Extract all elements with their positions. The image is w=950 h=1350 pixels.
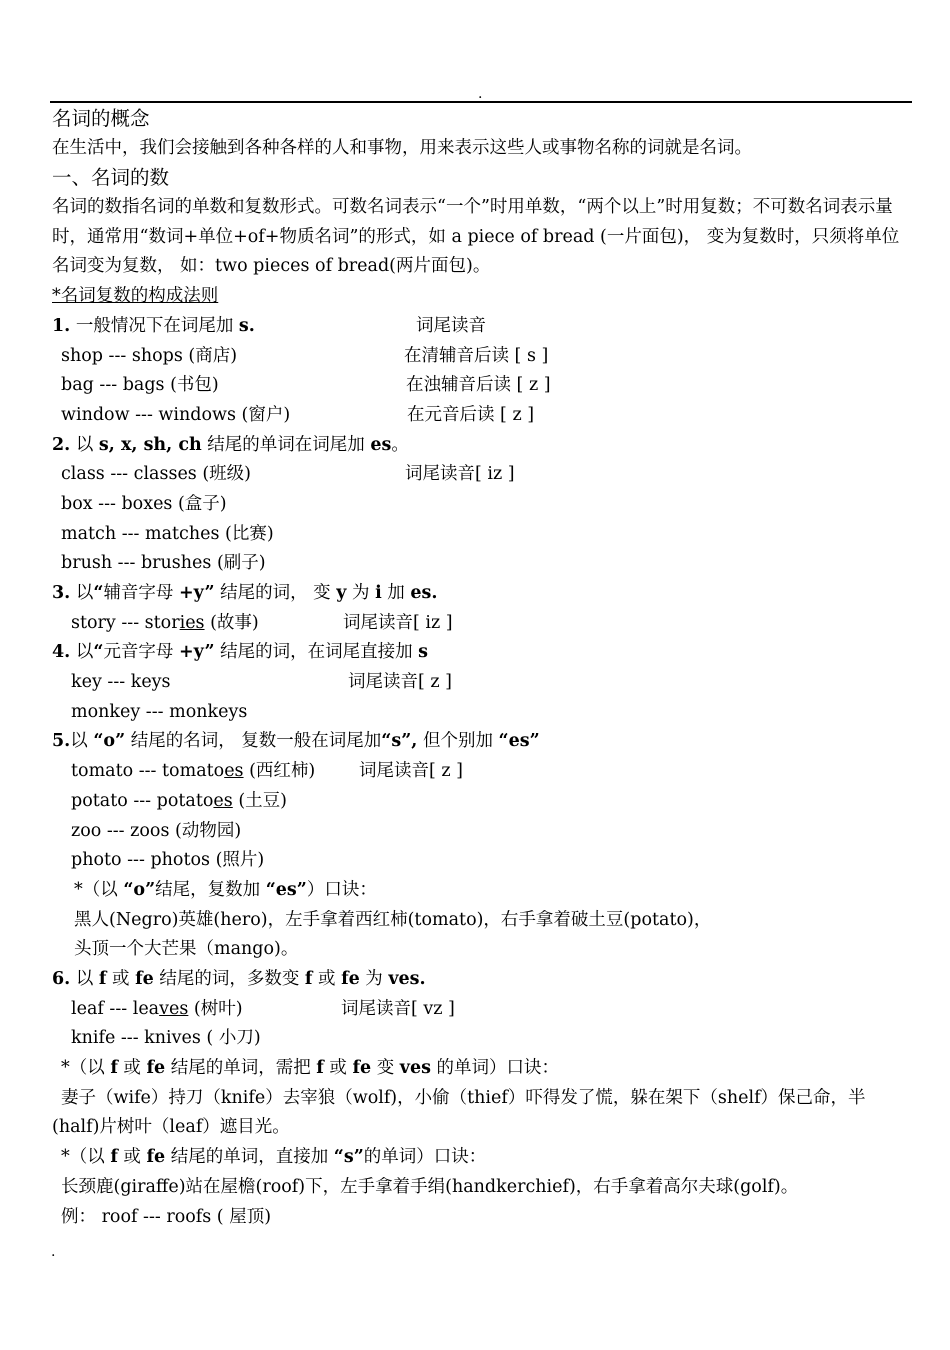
example-row xyxy=(52,342,912,372)
rhyme-text: 或 xyxy=(323,1058,353,1079)
rule-text: f xyxy=(304,968,313,989)
rule-text: “ xyxy=(93,642,104,663)
rule-text: 以 xyxy=(70,583,94,604)
example-suffix: es xyxy=(224,761,244,782)
footer-dot: . xyxy=(51,1244,56,1260)
rule-text: s, x, sh, ch xyxy=(98,434,202,455)
rhyme-text: 或 xyxy=(117,1058,147,1079)
rule-text: s xyxy=(418,642,429,663)
example-row xyxy=(52,609,912,639)
rule-text: fe xyxy=(341,968,360,989)
rule-text: 结尾的词， 变 xyxy=(214,583,337,604)
rule-text: 结尾的名词， 复数一般在词尾加 xyxy=(125,731,382,752)
rhyme-text: f xyxy=(110,1058,118,1079)
rhyme-text: 变 xyxy=(371,1058,400,1079)
example-text: (树叶) xyxy=(188,998,243,1019)
example-row xyxy=(52,490,912,520)
example-text: photo --- photos (照片) xyxy=(71,850,265,871)
rhyme-text: 或 xyxy=(117,1147,147,1168)
rule-text: s. xyxy=(238,315,255,336)
rhyme-text: 的单词）口诀： xyxy=(430,1058,559,1079)
rule-text: 或 xyxy=(312,968,342,989)
example-row xyxy=(52,520,912,550)
rule-number: 2. xyxy=(52,434,71,455)
example-text: match --- matches (比赛) xyxy=(61,523,274,544)
rule-text: ves. xyxy=(388,968,426,989)
rule-text: 为 xyxy=(359,968,389,989)
example-row xyxy=(52,817,912,847)
rhyme-line: 头顶一个大芒果（mango)。 xyxy=(74,939,299,960)
rule-number: 4. xyxy=(52,642,71,663)
rule-text: “es” xyxy=(498,731,540,752)
example-row xyxy=(52,995,912,1025)
rhyme-heading xyxy=(52,1143,912,1173)
rule-6-heading xyxy=(52,965,912,995)
pronunciation-note: 在元音后读 [ z ] xyxy=(407,404,535,425)
pronunciation-note: 在清辅音后读 [ s ] xyxy=(404,345,549,366)
example-text: bag --- bags (书包) xyxy=(61,375,219,396)
rhyme-heading xyxy=(52,1054,912,1084)
pronunciation-note: 在浊辅音后读 [ z ] xyxy=(406,375,551,396)
rule-text: i xyxy=(375,583,382,604)
rhyme-text: ves xyxy=(399,1058,431,1079)
example-text: story --- stor xyxy=(71,612,180,633)
example-suffix: es xyxy=(213,790,233,811)
pronunciation-note: 词尾读音[ iz ] xyxy=(343,612,453,633)
example-text: leaf --- lea xyxy=(71,998,160,1019)
rhyme-text: fe xyxy=(146,1058,166,1079)
example-text: box --- boxes (盒子) xyxy=(61,493,227,514)
rule-text: es xyxy=(370,434,392,455)
rule-number: 6. xyxy=(52,968,71,989)
rule-text: 。 xyxy=(391,434,409,455)
rule-text: 或 xyxy=(106,968,136,989)
example-text: key --- keys xyxy=(71,672,171,693)
rhyme-text: 结尾的单词，需把 xyxy=(165,1058,317,1079)
rule-text: f xyxy=(98,968,107,989)
rhyme-text: 结尾的单词，直接加 xyxy=(165,1147,334,1168)
page-title: 名词的概念 xyxy=(52,107,150,130)
rules-heading: *名词复数的构成法则 xyxy=(52,286,219,307)
example-row xyxy=(52,549,912,579)
rule-text: 一般情况下在词尾加 xyxy=(70,315,239,336)
rhyme-text: *（以 xyxy=(74,879,124,900)
example-row xyxy=(52,371,912,401)
pronunciation-header: 词尾读音 xyxy=(416,315,486,336)
intro-paragraph: 在生活中，我们会接触到各种各样的人和事物，用来表示这些人或事物名称的词就是名词。 xyxy=(52,137,752,158)
example-text: shop --- shops (商店) xyxy=(61,345,238,366)
example-text: brush --- brushes (刷子) xyxy=(61,553,266,574)
rule-3-heading xyxy=(52,579,912,609)
document-body xyxy=(52,104,912,1232)
header-dot: . xyxy=(478,86,483,102)
rule-text: 但个别加 xyxy=(417,731,499,752)
rhyme-text: “o” xyxy=(123,879,156,900)
example-text: (故事) xyxy=(204,612,259,633)
rule-text: 元音字母 xyxy=(103,642,179,663)
rhyme-text: ）口诀： xyxy=(306,879,377,900)
example-text: (西红柿) xyxy=(243,761,316,782)
rule-number: 5. xyxy=(52,731,71,752)
pronunciation-note: 词尾读音[ iz ] xyxy=(405,464,515,485)
header-rule xyxy=(50,101,912,103)
rule-text: 辅音字母 xyxy=(103,583,179,604)
rule-5-heading xyxy=(52,727,912,757)
rule-number: 3. xyxy=(52,583,71,604)
rule-text: +y” xyxy=(179,583,215,604)
example-text: (土豆) xyxy=(232,790,287,811)
pronunciation-note: 词尾读音[ z ] xyxy=(359,761,463,782)
example-row xyxy=(52,1024,912,1054)
rule-text: 结尾的词，在词尾直接加 xyxy=(214,642,419,663)
rule-text: “o” xyxy=(93,731,126,752)
rule-text: 加 xyxy=(381,583,411,604)
example-row xyxy=(52,787,912,817)
rule-text: 结尾的词，多数变 xyxy=(153,968,305,989)
rhyme-text: fe xyxy=(146,1147,166,1168)
example-suffix: ies xyxy=(179,612,205,633)
rhyme-text: “es” xyxy=(265,879,307,900)
example-row: 例： roof --- roofs ( 屋顶) xyxy=(61,1206,272,1227)
rule-text: “ xyxy=(93,583,104,604)
rhyme-text: *（以 xyxy=(61,1147,111,1168)
rhyme-text: f xyxy=(316,1058,324,1079)
rule-text: 以 xyxy=(70,731,94,752)
rule-text: 结尾的单词在词尾加 xyxy=(201,434,371,455)
rule-text: +y” xyxy=(179,642,215,663)
example-row xyxy=(52,846,912,876)
pronunciation-note: 词尾读音[ z ] xyxy=(348,672,452,693)
example-row xyxy=(52,460,912,490)
rhyme-text: *（以 xyxy=(61,1058,111,1079)
rhyme-text: f xyxy=(110,1147,118,1168)
example-text: tomato --- tomato xyxy=(71,761,225,782)
example-suffix: ves xyxy=(159,998,189,1019)
rhyme-text: fe xyxy=(352,1058,372,1079)
rule-text: es. xyxy=(410,583,438,604)
example-text: zoo --- zoos (动物园) xyxy=(71,820,242,841)
example-row xyxy=(52,668,912,698)
rhyme-text: 的单词）口诀： xyxy=(363,1147,487,1168)
rule-text: 以 xyxy=(70,642,94,663)
rule-4-heading xyxy=(52,638,912,668)
example-row xyxy=(52,698,912,728)
rhyme-text: “s” xyxy=(333,1147,364,1168)
section-paragraph: 名词的数指名词的单数和复数形式。可数名词表示“一个”时用单数，“两个以上”时用复数；不可数名词表示量时，通常用“数词+单位+of+物质名词”的形式，如 a piece of bread (一片面包)， 变为复数时，只须将单位名词变为复数， 如：two pieces of bread(两片面包)。 xyxy=(52,197,900,277)
rule-text: 以 xyxy=(70,968,99,989)
rhyme-text: 结尾，复数加 xyxy=(155,879,266,900)
rhyme-heading xyxy=(52,876,912,906)
rule-text: y xyxy=(336,583,347,604)
pronunciation-note: 词尾读音[ vz ] xyxy=(341,998,455,1019)
rule-text: 以 xyxy=(70,434,99,455)
rhyme-paragraph: 妻子（wife）持刀（knife）去宰狼（wolf)，小偷（thief）吓得发了慌，躲在架下（shelf）保己命，半(half)片树叶（leaf）遮目光。 xyxy=(52,1087,866,1138)
example-text: class --- classes (班级) xyxy=(61,464,252,485)
example-text: potato --- potato xyxy=(71,790,214,811)
rule-text: 为 xyxy=(346,583,376,604)
example-row xyxy=(52,401,912,431)
example-text: knife --- knives ( 小刀) xyxy=(71,1028,261,1049)
rule-2-heading xyxy=(52,431,912,461)
section-heading: 一、名词的数 xyxy=(52,166,170,190)
rhyme-line: 长颈鹿(giraffe)站在屋檐(roof)下，左手拿着手绢(handkerchief)，右手拿着高尔夫球(golf)。 xyxy=(61,1176,799,1197)
example-text: window --- windows (窗户) xyxy=(61,404,291,425)
example-text: monkey --- monkeys xyxy=(71,701,248,722)
rule-text: fe xyxy=(135,968,154,989)
rule-text: “s”, xyxy=(381,731,418,752)
rhyme-line: 黑人(Negro)英雄(hero)，左手拿着西红柿(tomato)，右手拿着破土豆(potato)， xyxy=(74,909,712,930)
example-row xyxy=(52,757,912,787)
rule-1-heading xyxy=(52,312,912,342)
rule-number: 1. xyxy=(52,315,71,336)
